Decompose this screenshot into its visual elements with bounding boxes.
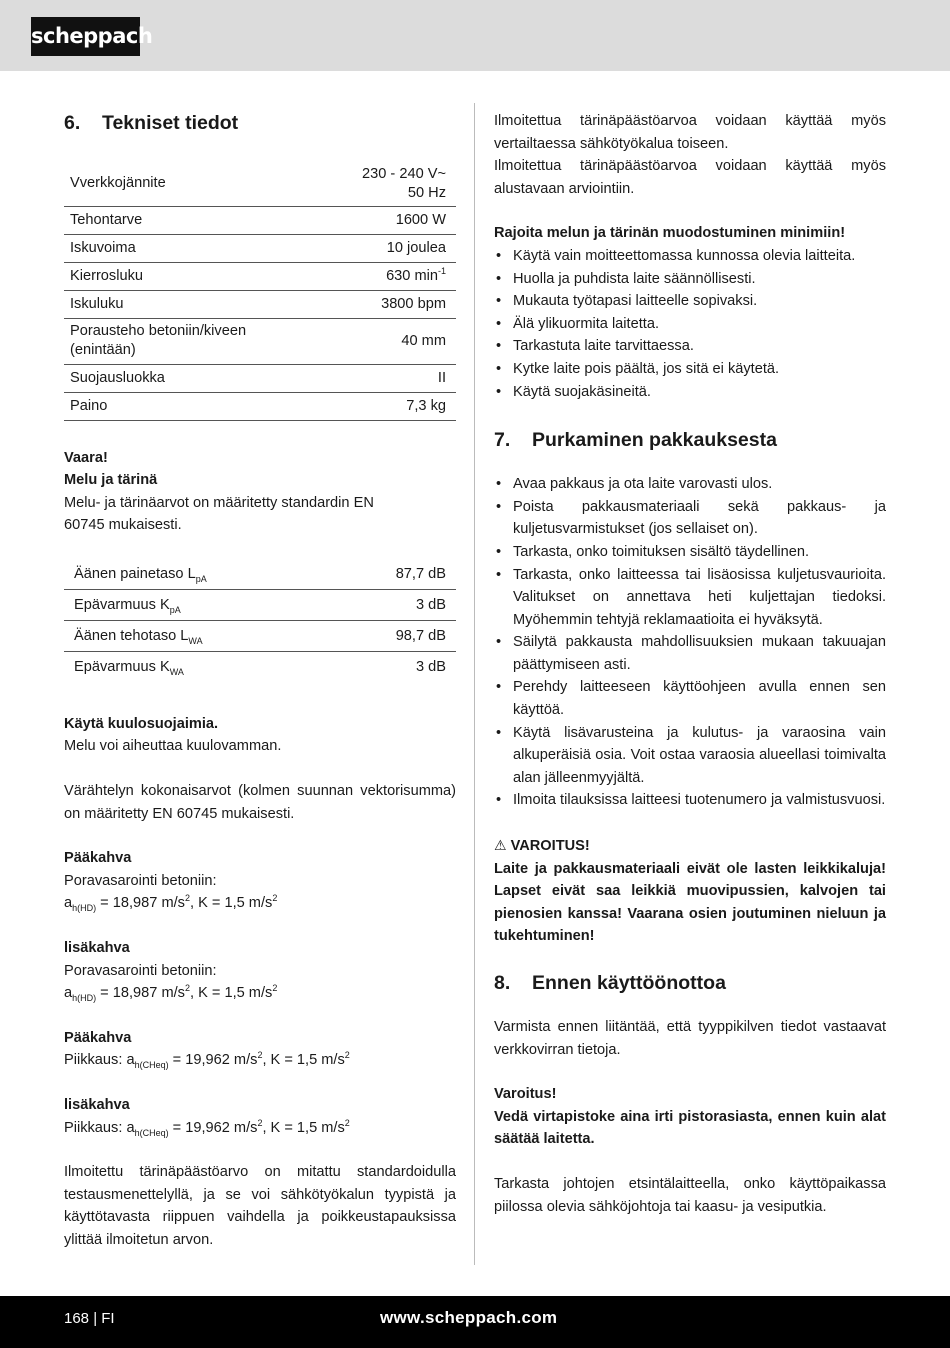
warning-text: Laite ja pakkausmateriaali eivät ole lasten leikkikaluja! Lapset eivät saa leikkiä muovipussien, kalvojen tai pienosien kanssa! Vaarana osien joutuminen nieluun ja tukehtuminen!	[494, 860, 886, 945]
noise-vibration-title: Melu ja tärinä	[64, 472, 158, 489]
spec-label: Iskuvoima	[64, 234, 308, 262]
uncertainty: , K = 1,5 m/s	[262, 1052, 345, 1069]
table-row	[64, 621, 456, 652]
noise-value: 3 dB	[415, 659, 446, 676]
spec-label: Suojausluokka	[64, 364, 308, 392]
list-item: • Tarkasta, onko laitteessa tai lisäosissa kuljetusvaurioita. Valitukset on annettava heti kuljettajan tiedoksi. Myöhemmin tehtyjä reklamaatioita ei hyväksytä.	[494, 564, 886, 632]
table-row	[64, 318, 456, 364]
noise-label-sub: WA	[169, 667, 184, 678]
spec-value: 3800 bpm	[308, 290, 456, 318]
noise-value: 98,7 dB	[336, 621, 456, 652]
section-6-heading	[64, 110, 456, 136]
section-7-heading	[494, 427, 886, 453]
spec-label: Paino	[64, 392, 308, 420]
aux-handle-title: lisäkahva	[64, 940, 130, 957]
list-item: • Säilytä pakkausta mahdollisuuksien mukaan takuuajan päättymiseen asti.	[494, 631, 886, 676]
spec-value-text: 630 min	[386, 267, 438, 284]
drilling-label: Poravasarointi betoniin:	[64, 962, 217, 979]
unpacking-list	[494, 473, 886, 812]
uncertainty: , K = 1,5 m/s	[262, 1119, 345, 1136]
sup: 2	[257, 1050, 263, 1061]
chiselling-label: Piikkaus: a	[64, 1119, 135, 1136]
noise-label-text: Epävarmuus K	[74, 596, 170, 613]
page-number: 168 | FI	[64, 1310, 115, 1327]
vibration-text: Värähtelyn kokonaisarvot (kolmen suunnan vektorisumma) on määritetty EN 60745 mukaisesti.	[64, 783, 456, 822]
spec-value: 10 joulea	[308, 234, 456, 262]
limit-noise-list	[494, 245, 886, 403]
spec-label: Porausteho betoniin/kiveen (enintään)	[64, 318, 308, 364]
spec-label: Vverkkojännite	[64, 162, 308, 206]
list-item: • Tarkasta, onko toimituksen sisältö täydellinen.	[494, 541, 886, 564]
list-item: • Kytke laite pois päältä, jos sitä ei käytetä.	[494, 358, 886, 381]
noise-label	[64, 559, 336, 590]
table-row	[64, 652, 456, 683]
aux-handle-drilling	[64, 937, 456, 1005]
sup: 2	[257, 1117, 263, 1128]
intro-text-1: Ilmoitettua tärinäpäästöarvoa voidaan käyttää myös vertailtaessa sähkötyökalua toiseen.	[494, 113, 886, 152]
symbol-sub: h(HD)	[72, 903, 97, 914]
noise-label-sub: pA	[195, 573, 207, 584]
table-row	[64, 162, 456, 206]
chiselling-label: Piikkaus: a	[64, 1052, 135, 1069]
symbol-sub: h(CHeq)	[134, 1127, 169, 1138]
spec-value-text: 230 - 240 V~ 50 Hz	[362, 165, 446, 201]
noise-label-text: Äänen painetaso L	[74, 565, 196, 582]
spec-table	[64, 162, 456, 421]
section-title: Purkaminen pakkauksesta	[532, 429, 777, 452]
uncertainty: , K = 1,5 m/s	[189, 985, 273, 1002]
table-row	[64, 364, 456, 392]
table-row	[64, 290, 456, 318]
section-number: 8.	[494, 972, 511, 994]
spec-value	[308, 262, 456, 290]
right-column	[494, 110, 886, 1218]
spec-value-sup: -1	[437, 265, 446, 276]
value: = 18,987 m/s	[96, 985, 185, 1002]
warning-triangle-icon: ⚠	[494, 837, 507, 854]
table-row	[64, 559, 456, 590]
top-bar	[0, 0, 950, 71]
value: = 18,987 m/s	[96, 895, 185, 912]
intro-text-2: Ilmoitettua tärinäpäästöarvoa voidaan käyttää myös alustavaan arviointiin.	[494, 158, 886, 197]
noise-label-text: Epävarmuus K	[74, 659, 170, 676]
vibration-value	[64, 1049, 456, 1072]
noise-value: 87,7 dB	[336, 559, 456, 590]
table-row	[64, 392, 456, 420]
list-item: • Poista pakkausmateriaali sekä pakkaus- ja kuljetusvarmistukset (jos sellaiset on).	[494, 496, 886, 541]
main-handle-chiselling	[64, 1027, 456, 1072]
main-handle-title: Pääkahva	[64, 850, 132, 867]
aux-handle-chiselling	[64, 1094, 456, 1139]
vibration-value	[64, 982, 456, 1005]
list-item: • Perehdy laitteeseen käyttöohjeen avulla ennen sen käyttöä.	[494, 676, 886, 721]
spec-value	[308, 162, 456, 206]
list-item: • Käytä vain moitteettomassa kunnossa olevia laitteita.	[494, 245, 886, 268]
symbol-sub: h(CHeq)	[134, 1060, 169, 1071]
column-divider	[474, 103, 475, 1265]
sup: 2	[272, 893, 278, 904]
vibration-value	[64, 892, 456, 915]
noise-label-sub: WA	[188, 635, 203, 646]
spec-label: Tehontarve	[64, 206, 308, 234]
hearing-protection-title: Käytä kuulosuojaimia.	[64, 715, 219, 732]
drilling-label: Poravasarointi betoniin:	[64, 872, 217, 889]
noise-label	[64, 590, 336, 621]
list-item: • Huolla ja puhdista laite säännöllisesti.	[494, 268, 886, 291]
uncertainty: , K = 1,5 m/s	[189, 895, 273, 912]
section-number: 6.	[64, 112, 81, 134]
warning-2-text: Vedä virtapistoke aina irti pistorasiasta, ennen kuin alat säätää laitetta.	[494, 1108, 886, 1148]
section-title: Ennen käyttöönottoa	[532, 972, 726, 994]
spec-value: 40 mm	[308, 318, 456, 364]
website-link[interactable]: www.scheppach.com	[380, 1308, 558, 1327]
list-item: • Avaa pakkaus ja ota laite varovasti ulos.	[494, 473, 886, 496]
list-item: • Mukauta työtapasi laitteelle sopivaksi.	[494, 290, 886, 313]
main-handle-drilling	[64, 847, 456, 915]
section-number: 7.	[494, 429, 511, 452]
value: = 19,962 m/s	[168, 1119, 258, 1136]
brand-logo: scheppach	[31, 17, 140, 56]
warning-2-title: Varoitus!	[494, 1086, 557, 1103]
sup: 2	[184, 983, 190, 994]
danger-label: Vaara!	[64, 449, 108, 466]
sup: 2	[344, 1117, 350, 1128]
value: = 19,962 m/s	[168, 1052, 258, 1069]
spec-value: 1600 W	[308, 206, 456, 234]
left-column	[64, 110, 456, 1252]
spec-label: Kierrosluku	[64, 262, 308, 290]
check-voltage-text: Varmista ennen liitäntää, että tyyppikilven tiedot vastaavat verkkovirran tietoja.	[494, 1019, 886, 1058]
sup: 2	[272, 983, 278, 994]
noise-label-sub: pA	[169, 604, 181, 615]
noise-label-text: Äänen tehotaso L	[74, 627, 189, 644]
main-handle-title: Pääkahva	[64, 1029, 132, 1046]
list-item: • Älä ylikuormita laitetta.	[494, 313, 886, 336]
wire-detector-text: Tarkasta johtojen etsintälaitteella, onko käyttöpaikassa piilossa olevia sähköjohtoja tai kaasu- ja vesiputkia.	[494, 1175, 886, 1215]
spec-label: Iskuluku	[64, 290, 308, 318]
warning-title: VAROITUS!	[510, 838, 590, 855]
symbol-sub: h(HD)	[72, 993, 97, 1004]
hearing-protection-text: Melu voi aiheuttaa kuulovamman.	[64, 738, 282, 755]
limit-noise-title: Rajoita melun ja tärinän muodostuminen minimiin!	[494, 225, 846, 242]
vibration-value	[64, 1117, 456, 1140]
declared-value-text: Ilmoitettu tärinäpäästöarvo on mitattu standardoidulla testausmenettelyllä, ja se voi sähkötyökalun tyypistä ja käyttötavasta riippuen vaihdella ja poikkeustapauksissa ylittää ilmoitetun arvon.	[64, 1164, 456, 1248]
list-item: • Ilmoita tilauksissa laitteesi tuotenumero ja valmistusvuosi.	[494, 789, 886, 812]
footer-bar	[0, 1296, 950, 1348]
noise-label	[64, 652, 336, 683]
table-row	[64, 206, 456, 234]
sup: 2	[344, 1050, 350, 1061]
noise-vibration-text: Melu- ja tärinäarvot on määritetty standardin EN 60745 mukaisesti.	[64, 494, 374, 534]
spec-value: 7,3 kg	[308, 392, 456, 420]
aux-handle-title: lisäkahva	[64, 1097, 130, 1113]
section-8-heading	[494, 970, 886, 996]
table-row	[64, 590, 456, 621]
warning-heading	[494, 834, 886, 858]
list-item: • Käytä lisävarusteina ja kulutus- ja varaosina vain alkuperäisiä osia. Voit ostaa varaosia alueellasi toimivalta alan jälleenmyyjältä.	[494, 722, 886, 790]
section-title: Tekniset tiedot	[102, 112, 239, 134]
table-row	[64, 234, 456, 262]
list-item: • Käytä suojakäsineitä.	[494, 381, 886, 404]
table-row	[64, 262, 456, 290]
noise-value: 3 dB	[336, 590, 456, 621]
symbol: a	[64, 985, 73, 1002]
sup: 2	[184, 893, 190, 904]
symbol: a	[64, 895, 73, 912]
noise-label	[64, 621, 336, 652]
noise-table	[64, 559, 456, 683]
list-item: • Tarkastuta laite tarvittaessa.	[494, 335, 886, 358]
spec-value: II	[308, 364, 456, 392]
